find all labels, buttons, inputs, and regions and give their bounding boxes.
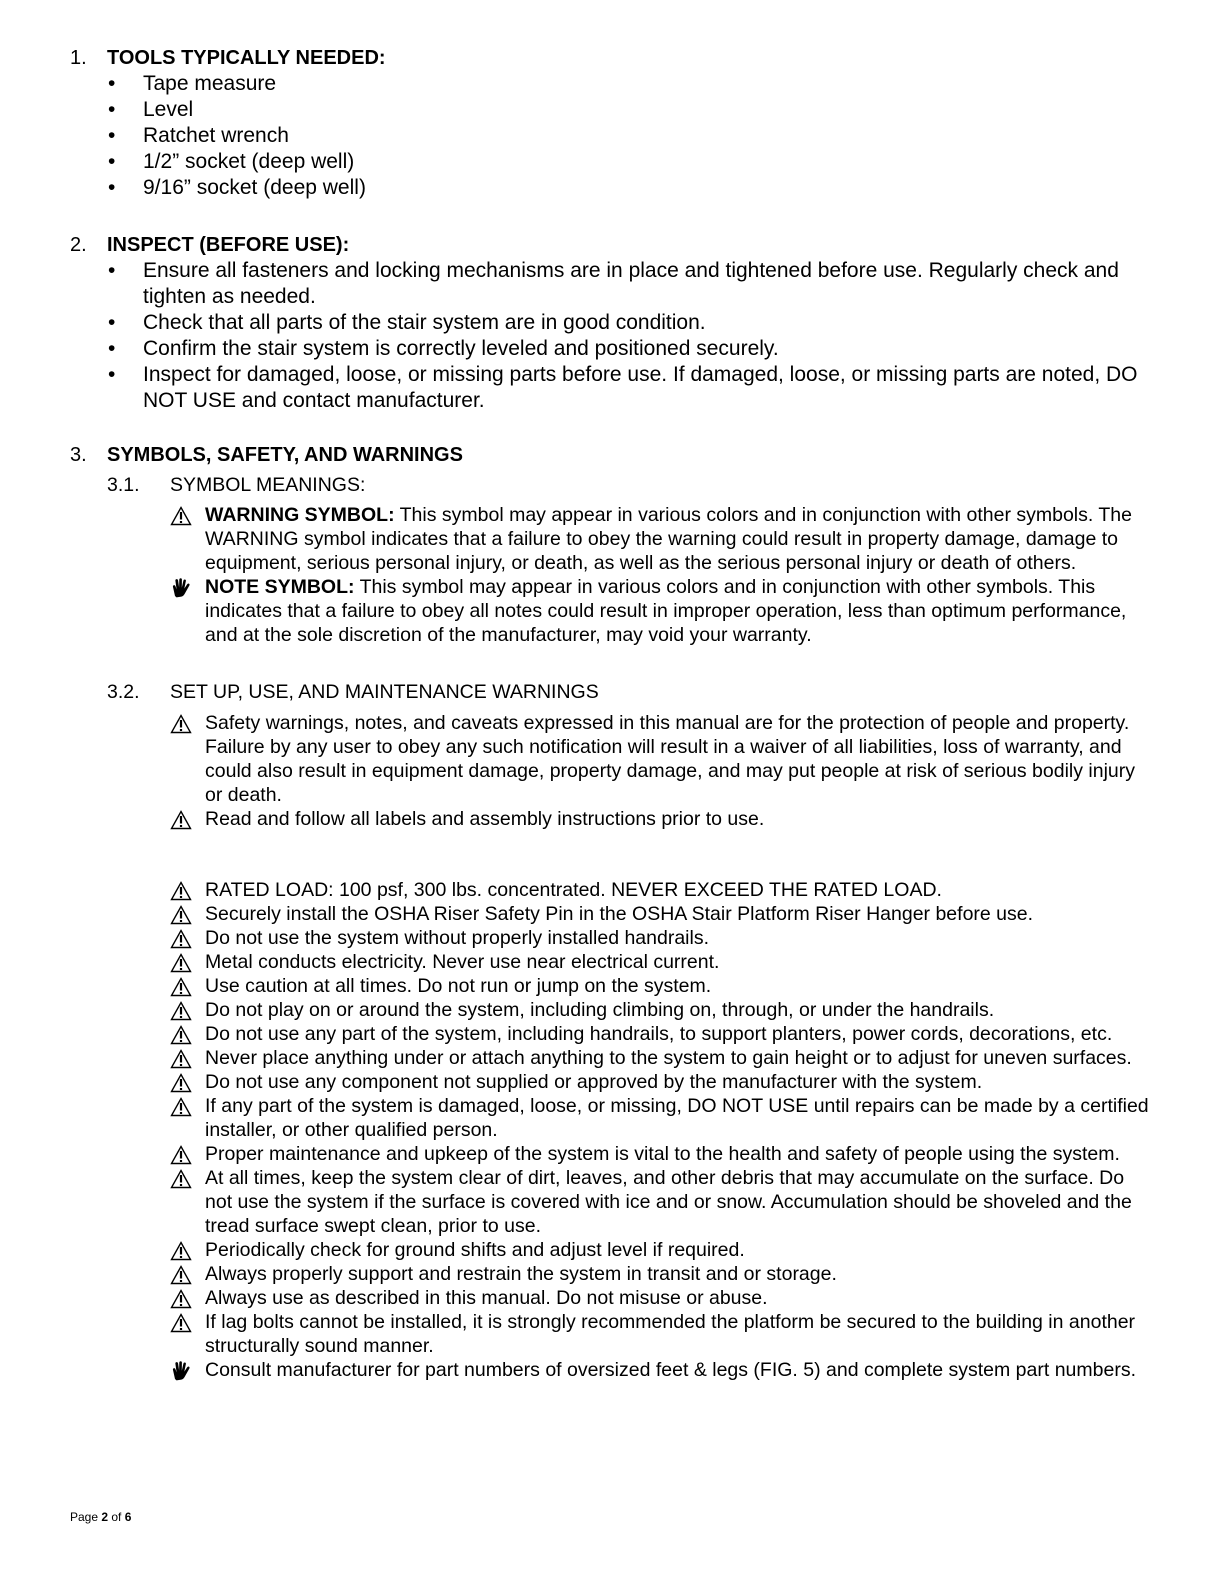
section-title: TOOLS TYPICALLY NEEDED: — [107, 47, 386, 69]
bullet-icon: • — [108, 124, 116, 147]
warning-item: Always properly support and restrain the system in transit and or storage. — [170, 1262, 1150, 1286]
warning-item: At all times, keep the system clear of dirt, leaves, and other debris that may accumulate on the surface. Do not use the system if the surface is covered with ice and or snow. Accumulation should be shoveled and the tread surface swept clean, prior to use. — [170, 1166, 1150, 1238]
warning-item: Securely install the OSHA Riser Safety Pin in the OSHA Stair Platform Riser Hanger before use. — [170, 902, 1150, 926]
section-heading — [70, 232, 1170, 258]
section-number: 3. — [70, 444, 87, 466]
note-symbol-definition — [170, 575, 1150, 647]
list-item: • Level — [108, 98, 194, 121]
footer-current-page: 2 — [101, 1510, 109, 1524]
list-item: • Ensure all fasteners and locking mechanisms are in place and tightened before use. Regularly check and tighten as needed. — [108, 259, 1119, 308]
list-item: • 1/2” socket (deep well) — [108, 150, 355, 173]
bullet-icon: • — [108, 98, 116, 121]
bullet-icon: • — [108, 72, 116, 95]
bullet-icon: • — [108, 176, 116, 199]
warning-icon — [170, 810, 192, 830]
warning-item: If any part of the system is damaged, loose, or missing, DO NOT USE until repairs can be made by a certified installer, or other qualified person. — [170, 1094, 1150, 1142]
section-tools — [70, 45, 1170, 201]
warning-symbol-text: This symbol may appear in various colors and in conjunction with other symbols. The WARNING symbol indicates that a failure to obey the warning could result in property damage, damage to equipment, serious personal injury, or death, as well as the serious personal injury or death of others. — [205, 504, 1132, 574]
warning-item: Proper maintenance and upkeep of the system is vital to the health and safety of people using the system. — [170, 1142, 1150, 1166]
list-item: • 9/16” socket (deep well) — [108, 176, 366, 199]
warning-icon — [170, 1097, 192, 1117]
warning-icon — [170, 1025, 192, 1045]
warning-item: Do not use any part of the system, including handrails, to support planters, power cords, decorations, etc. — [170, 1022, 1150, 1046]
note-symbol-label: NOTE SYMBOL: — [205, 576, 355, 598]
note-symbol-text: This symbol may appear in various colors and in conjunction with other symbols. This indicates that a failure to obey all notes could result in improper operation, less than optimum performance, and at the sole discretion of the manufacturer, may void your warranty. — [205, 576, 1127, 646]
inspect-list — [70, 258, 1170, 414]
warning-item: RATED LOAD: 100 psf, 300 lbs. concentrated. NEVER EXCEED THE RATED LOAD. — [170, 878, 1150, 902]
list-item: • Ratchet wrench — [108, 124, 289, 147]
section-number: 1. — [70, 47, 87, 69]
section-inspect — [70, 232, 1170, 414]
warning-symbol-label: WARNING SYMBOL: — [205, 504, 395, 526]
bullet-icon: • — [108, 363, 116, 386]
warning-icon — [170, 1169, 192, 1189]
section-heading — [70, 45, 1170, 71]
footer-total-pages: 6 — [124, 1510, 132, 1524]
warning-icon — [170, 1073, 192, 1093]
bullet-icon: • — [108, 150, 116, 173]
section-number: 2. — [70, 234, 87, 256]
warning-icon — [170, 506, 192, 526]
warnings-list-1 — [170, 711, 1150, 831]
warning-item: Never place anything under or attach anything to the system to gain height or to adjust for uneven surfaces. — [170, 1046, 1150, 1070]
bullet-icon: • — [108, 259, 116, 282]
hand-icon — [170, 578, 192, 598]
page-footer — [70, 1509, 131, 1525]
warning-item: Do not play on or around the system, including climbing on, through, or under the handrails. — [170, 998, 1150, 1022]
warning-icon — [170, 1049, 192, 1069]
section-safety — [70, 442, 1170, 468]
warning-icon — [170, 953, 192, 973]
warning-icon — [170, 714, 192, 734]
warning-icon — [170, 881, 192, 901]
subsection-number: 3.2. — [107, 681, 140, 703]
list-item: • Inspect for damaged, loose, or missing parts before use. If damaged, loose, or missing parts are noted, DO NOT USE and contact manufacturer. — [108, 363, 1138, 412]
warning-item: Do not use the system without properly installed handrails. — [170, 926, 1150, 950]
warning-item: Use caution at all times. Do not run or jump on the system. — [170, 974, 1150, 998]
warning-symbol-definition — [170, 503, 1150, 575]
warning-item: Periodically check for ground shifts and adjust level if required. — [170, 1238, 1150, 1262]
warning-icon — [170, 929, 192, 949]
warning-icon — [170, 977, 192, 997]
warning-icon — [170, 1265, 192, 1285]
subsection-title: SET UP, USE, AND MAINTENANCE WARNINGS — [170, 681, 599, 703]
tools-list — [70, 71, 1170, 201]
bullet-icon: • — [108, 337, 116, 360]
list-item: • Check that all parts of the stair system are in good condition. — [108, 311, 706, 334]
subsection-number: 3.1. — [107, 474, 140, 496]
warning-icon — [170, 1289, 192, 1309]
warning-item: If lag bolts cannot be installed, it is strongly recommended the platform be secured to the building in another structurally sound manner. — [170, 1310, 1150, 1358]
warning-icon — [170, 905, 192, 925]
list-item: • Tape measure — [108, 72, 277, 95]
warning-item: Read and follow all labels and assembly instructions prior to use. — [170, 807, 1150, 831]
warning-icon — [170, 1241, 192, 1261]
section-heading — [70, 442, 1170, 468]
section-title: INSPECT (BEFORE USE): — [107, 234, 350, 256]
footer-middle: of — [108, 1510, 125, 1524]
subsection-title: SYMBOL MEANINGS: — [170, 474, 366, 496]
hand-icon — [170, 1361, 192, 1381]
symbol-meanings-list — [170, 503, 1150, 647]
section-title: SYMBOLS, SAFETY, AND WARNINGS — [107, 444, 463, 466]
note-item: Consult manufacturer for part numbers of oversized feet & legs (FIG. 5) and complete system part numbers. — [170, 1358, 1150, 1382]
warning-icon — [170, 1001, 192, 1021]
warning-item: Safety warnings, notes, and caveats expressed in this manual are for the protection of people and property. Failure by any user to obey any such notification will result in a waiver of all liabilities, loss of warranty, and could also result in equipment damage, property damage, and may put people at risk of serious bodily injury or death. — [170, 711, 1150, 807]
bullet-icon: • — [108, 311, 116, 334]
warning-item: Always use as described in this manual. Do not misuse or abuse. — [170, 1286, 1150, 1310]
warning-icon — [170, 1313, 192, 1333]
warning-icon — [170, 1145, 192, 1165]
footer-prefix: Page — [70, 1510, 102, 1524]
list-item: • Confirm the stair system is correctly leveled and positioned securely. — [108, 337, 779, 360]
warning-item: Do not use any component not supplied or approved by the manufacturer with the system. — [170, 1070, 1150, 1094]
warnings-list-2 — [170, 878, 1150, 1382]
warning-item: Metal conducts electricity. Never use near electrical current. — [170, 950, 1150, 974]
